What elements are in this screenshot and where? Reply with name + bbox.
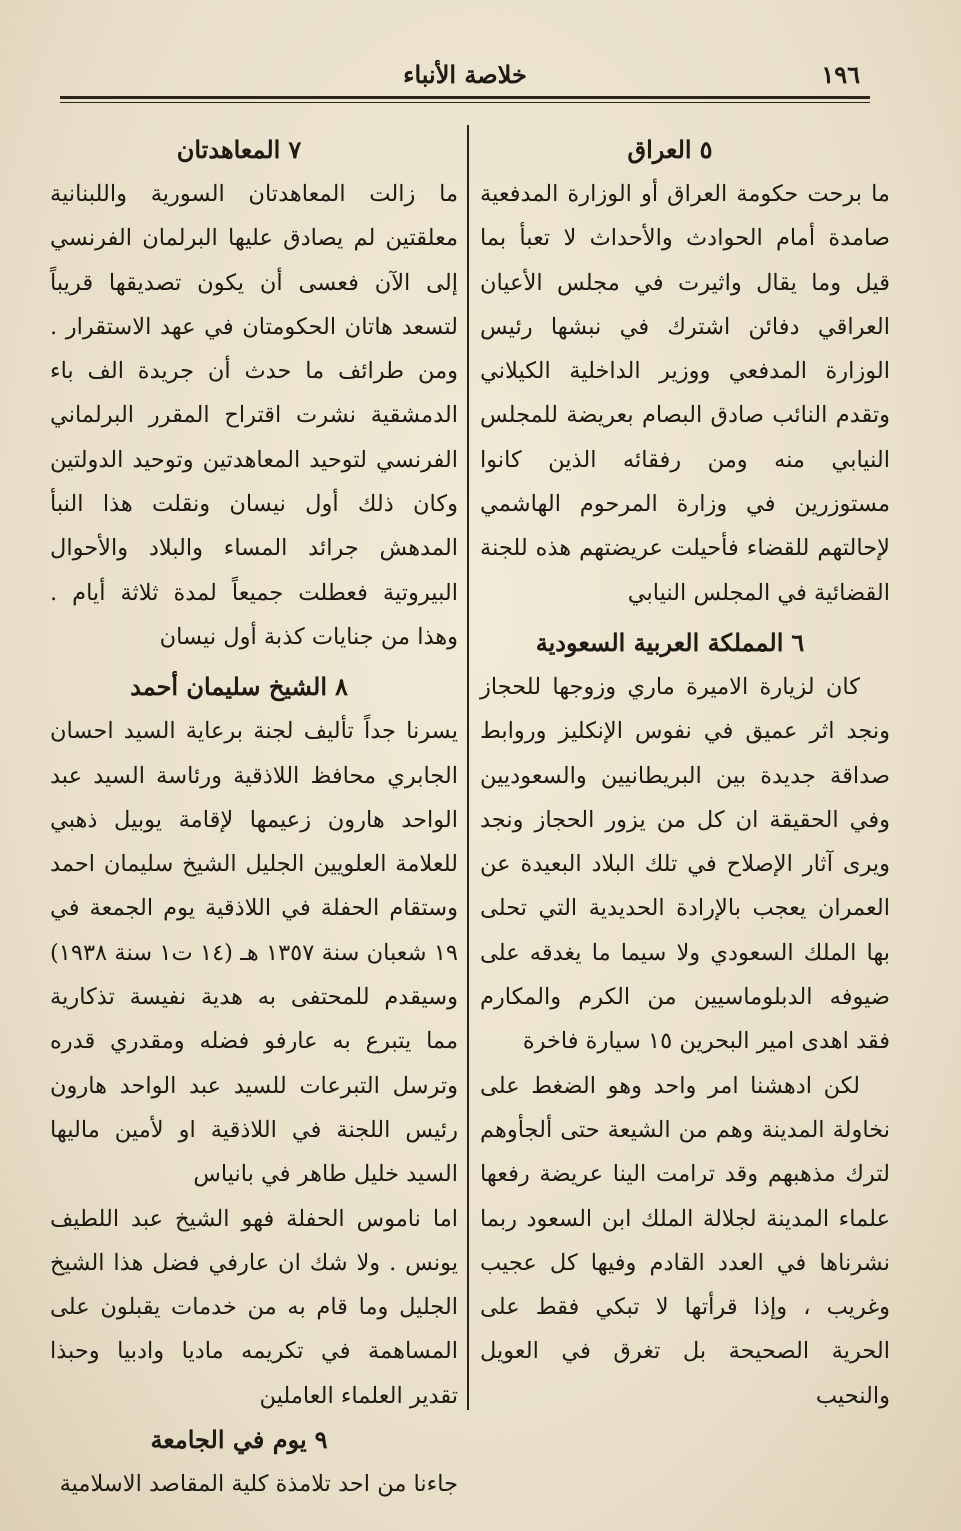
section-number: ٥ [699,135,713,164]
section-heading-iraq [480,128,890,172]
page-header [60,58,870,100]
section-paragraph: لكن ادهشنا امر واحد وهو الضغط على نخاولة المدينة وهم من الشيعة حتى ألجأوهم لترك مذهبهم وقد ترامت الينا عريضة رفعها علماء المدينة لجلالة الملك ابن السعود ربما نشرناها في العدد القادم وفيها كل عجيب وغريب ، وإذا قرأتها لا تبكي فقط على الحرية الصحيحة بل تغرق في العويل والنحيب [480,1072,890,1409]
section-paragraph: يسرنا جداً تأليف لجنة برعاية السيد احسان الجابري محافظ اللاذقية ورئاسة السيد عبد الواحد هارون زعيمها لإقامة يوبيل ذهبي للعلامة العلويين الجليل الشيخ سليمان احمد وستقام الحفلة في اللاذقية يوم الجمعة في ١٩ شعبان سنة ١٣٥٧ هـ (١٤ ت١ سنة ١٩٣٨) وسيقدم للمحتفى به هدية نفيسة تذكارية مما يتبرع به عارفو فضله ومقدري قدره وترسل التبرعات للسيد عبد الواحد هارون رئيس اللجنة في اللاذقية او لأمين ماليها السيد خليل طاهر في بانياس [50,718,458,1188]
section-title: المعاهدتان [176,135,281,164]
section-heading-sheikh [50,665,458,709]
section-title: يوم في الجامعة [150,1425,307,1455]
section-paragraph: جاءنا من احد تلامذة كلية المقاصد الاسلامية [59,1471,458,1498]
section-paragraph: اما ناموس الحفلة فهو الشيخ عبد اللطيف يونس . ولا شك ان عارفي فضل هذا الشيخ الجليل وما قام به من خدمات يقبلون على المساهمة في تكريمه ماديا وادبيا وحبذا تقدير العلماء العاملين [50,1205,458,1409]
header-rule [60,96,870,99]
section-number: ٨ [335,672,348,702]
section-number: ٦ [791,627,805,657]
left-column [50,128,458,1506]
page-number: ١٩٦ [821,60,860,89]
column-divider [467,125,469,1410]
section-number: ٧ [288,135,302,164]
section-paragraph: كان لزيارة الاميرة ماري وزوجها للحجاز ونجد اثر عميق في نفوس الإنكليز وروابط صداقة جديدة بين البريطانيين والسعوديين وفي الحقيقة ان كل من يزور الحجاز ونجد ويرى آثار الإصلاح في تلك البلاد البعيدة عن العمران يعجب بالإرادة الحديدية التي تحلى بها الملك السعودي ولا سيما ما يغدقه على ضيوفه الدبلوماسيين من الكرم والمكارم فقد اهدى امير البحرين ١٥ سيارة فاخرة [480,673,890,1055]
section-paragraph: ما برحت حكومة العراق أو الوزارة المدفعية صامدة أمام الحوادث والأحداث لا تعبأ بما قيل وما يقال واثيرت في مجلس الأعيان العراقي دفائن اشترك في نبشها رئيس الوزارة المدفعي ووزير الداخلية الكيلاني وتقدم النائب صادق البصام بعريضة للمجلس النيابي منه ومن رفقائه الذين كانوا مستوزرين في وزارة المرحوم الهاشمي لإحالتهم للقضاء فأحيلت عريضتهم هذه للجنة القضائية في المجلس النيابي [480,181,890,606]
section-paragraph: ما زالت المعاهدتان السورية واللبنانية معلقتين لم يصادق عليها البرلمان الفرنسي إلى الآن فعسى أن يكون تصديقها قريباً لتسعد هاتان الحكومتان في عهد الاستقرار . ومن طرائف ما حدث أن جريدة الف باء الدمشقية نشرت اقتراح المقرر البرلماني الفرنسي لتوحيد المعاهدتين وتوحيد الدولتين وكان ذلك أول نيسان ونقلت هذا النبأ المدهش جرائد المساء والبلاد والأحوال البيروتية فعطلت جميعاً لمدة ثلاثة أيام . وهذا من جنايات كذبة أول نيسان [50,181,458,650]
section-number: ٩ [314,1425,328,1455]
section-title: المملكة العربية السعودية [535,627,784,657]
running-title: خلاصة الأنباء [403,60,527,89]
section-heading-university [50,1418,458,1462]
header-rule-thin [60,102,870,103]
right-column [480,128,890,1418]
section-heading-treaties [50,128,458,172]
section-title: الشيخ سليمان أحمد [130,672,328,702]
section-title: العراق [627,135,692,164]
section-heading-saudi [480,621,890,665]
